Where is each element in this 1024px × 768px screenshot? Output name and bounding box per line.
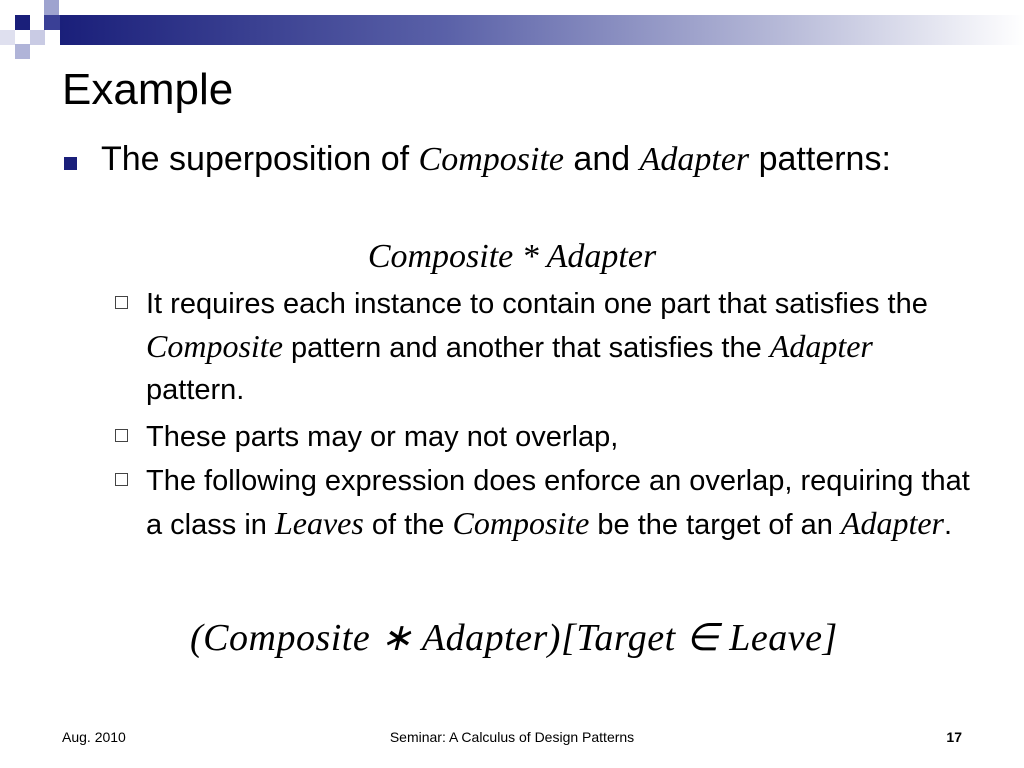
sub-bullet-text: These parts may or may not overlap, (146, 421, 619, 453)
slide-title: Example (62, 65, 234, 114)
centered-expression: Composite * Adapter (367, 238, 657, 275)
sub-bullet-text: It requires each instance to contain one part that satisfies the Composite pattern and another that satisfies the Adapter pattern. (146, 288, 928, 406)
hollow-square-bullet-icon (115, 429, 128, 442)
footer-date: Aug. 2010 (62, 729, 126, 745)
header-square-dark (44, 15, 60, 30)
footer-title: Seminar: A Calculus of Design Patterns (389, 729, 635, 745)
hollow-square-bullet-icon (115, 473, 128, 486)
hollow-square-bullet-icon (115, 296, 128, 309)
formula-expression: (Composite ∗ Adapter)[Target ∈ Leave] (190, 617, 838, 659)
header-square-light (0, 30, 15, 45)
square-bullet-icon (64, 157, 77, 170)
header-square-light (30, 30, 45, 45)
header-gradient-bar (60, 15, 1024, 45)
sub-bullet-text: The following expression does enforce an overlap, requiring that a class in Leaves of the Composite be the target of an Adapter. (146, 465, 970, 541)
header-square-light (15, 44, 30, 59)
page-number: 17 (946, 729, 962, 745)
bullet-text: The superposition of Composite and Adapter patterns: (101, 140, 891, 178)
header-square-light (44, 0, 59, 15)
header-square-dark (15, 15, 30, 30)
